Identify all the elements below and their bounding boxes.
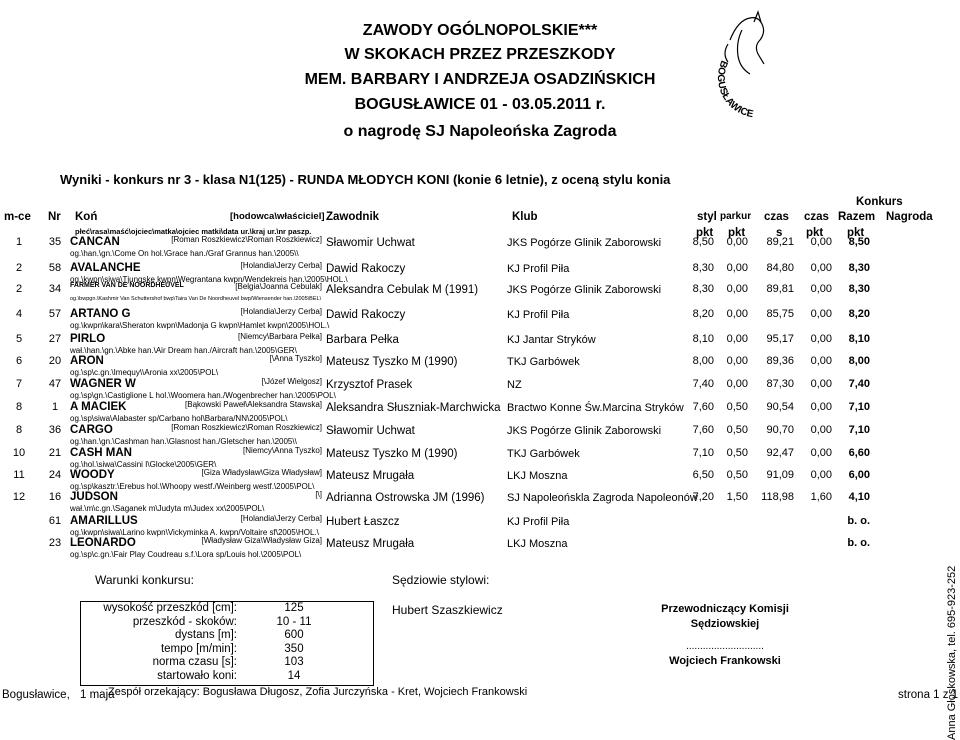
row-parkur: 0,00 xyxy=(726,308,748,320)
condition-label: przeszkód - skoków: xyxy=(132,615,237,628)
row-horse: WOODY xyxy=(70,469,115,481)
row-pedigree: og.\kwpn\kara\Sheraton kwpn\Madonja G kwpn\Hamlet kwpn\2005\HOL.\ xyxy=(70,321,330,330)
footer-place: Bogusławice, xyxy=(2,689,70,701)
row-club: LKJ Moszna xyxy=(507,470,568,482)
row-czas: 89,81 xyxy=(766,283,794,295)
row-parkur: 0,50 xyxy=(726,469,748,481)
row-club: KJ Profil Piła xyxy=(507,309,570,321)
row-owner: [Bąkowski Paweł\Aleksandra Stawska] xyxy=(185,400,322,409)
row-club: KJ Profil Piła xyxy=(507,516,570,528)
row-pedigree: og.\sp\kasztr.\Erebus hol.\Whoopy westf./Weinberg westf.\2005\POL\ xyxy=(70,482,315,491)
row-nr: 27 xyxy=(48,333,62,345)
row-rider: Dawid Rakoczy xyxy=(326,309,406,321)
sedziowie-label: Sędziowie stylowi: xyxy=(392,573,490,587)
header-pkt-1: pkt xyxy=(696,227,714,239)
header-pkt-4: pkt xyxy=(847,227,865,239)
title-line-1: ZAWODY OGÓLNOPOLSKIE*** xyxy=(362,22,598,39)
row-owner: [Roman Roszkiewicz\Roman Roszkiewicz] xyxy=(171,235,322,244)
style-judge: Hubert Szaszkiewicz xyxy=(392,603,503,617)
row-pedigree: og.\bwpgn.\Kashmir Van Schuttershof bwp\Taira Van De Noordheuvel bwp/Wiensender han.\2005\BEL\ xyxy=(70,296,322,302)
row-place: 12 xyxy=(12,491,26,503)
row-club: KJ Jantar Stryków xyxy=(507,334,596,346)
row-club: JKS Pogórze Glinik Zaborowski xyxy=(507,237,662,249)
row-horse: WAGNER W xyxy=(70,378,136,390)
row-czas: 90,54 xyxy=(766,401,794,413)
row-styl: 7,60 xyxy=(692,424,714,436)
row-nr: 1 xyxy=(51,401,59,413)
condition-label: norma czasu [s]: xyxy=(152,656,237,668)
row-pedigree: og.\han.\gn.\Come On hol.\Grace han./Graf Grannus han.\2005\\ xyxy=(70,249,299,258)
row-razem: 6,60 xyxy=(848,447,870,459)
row-parkur: 0,00 xyxy=(726,355,748,367)
row-parkur: 0,00 xyxy=(726,283,748,295)
row-styl: 8,20 xyxy=(692,308,714,320)
row-czas: 87,30 xyxy=(766,378,794,390)
row-czas-pkt: 0,00 xyxy=(810,283,832,295)
condition-label: wysokość przeszkód [cm]: xyxy=(103,602,237,614)
row-styl: 7,20 xyxy=(692,491,714,503)
header-s: s xyxy=(776,227,783,239)
row-club: TKJ Garbówek xyxy=(507,356,580,368)
row-czas-pkt: 1,60 xyxy=(810,491,832,503)
row-czas-pkt: 0,00 xyxy=(810,333,832,345)
row-pedigree: og.\sp\c.gn.\Imequy\\Aronia xx\2005\POL\ xyxy=(70,368,219,377)
logo-text: BOGUSŁAWICE xyxy=(714,58,755,121)
row-rider: Hubert Łaszcz xyxy=(326,516,400,528)
row-czas-pkt: 0,00 xyxy=(810,262,832,274)
row-czas: 85,75 xyxy=(766,308,794,320)
row-razem: 4,10 xyxy=(848,491,870,503)
condition-value: 10 - 11 xyxy=(276,615,312,628)
row-parkur: 0,00 xyxy=(726,236,748,248)
header-parkur: parkur xyxy=(720,211,752,222)
row-razem: 8,00 xyxy=(848,355,870,367)
row-pedigree: og.\sp\gn.\Castiglione L hol.\Woomera han./Wogenbrecher han.\2005\POL\ xyxy=(70,391,336,400)
row-czas-pkt: 0,00 xyxy=(810,378,832,390)
row-czas: 89,21 xyxy=(766,236,794,248)
row-parkur: 0,00 xyxy=(726,378,748,390)
row-parkur: 0,50 xyxy=(726,447,748,459)
row-czas: 92,47 xyxy=(766,447,794,459)
row-razem: b. o. xyxy=(847,515,870,527)
row-place: 2 xyxy=(15,262,23,274)
row-club: JKS Pogórze Glinik Zaborowski xyxy=(507,284,662,296)
row-razem: 8,50 xyxy=(848,236,870,248)
row-razem: 7,10 xyxy=(848,424,870,436)
row-horse: FARMER VAN DE NOORDHEUVEL xyxy=(70,282,184,289)
row-owner: [Władysław Giza\Władysław Giza] xyxy=(201,536,322,545)
svg-text:BOGUSŁAWICE xyxy=(715,59,755,120)
row-nr: 35 xyxy=(48,236,62,248)
row-rider: Mateusz Mrugała xyxy=(326,470,415,482)
header-konkurs: Konkurs xyxy=(856,196,903,208)
row-club: NZ xyxy=(507,379,522,391)
header-kon: Koń xyxy=(75,211,98,223)
condition-value: 600 xyxy=(284,629,304,641)
row-parkur: 0,50 xyxy=(726,401,748,413)
title-line-3: MEM. BARBARY I ANDRZEJA OSADZIŃSKICH xyxy=(304,71,656,88)
row-pedigree: og.\sp\siwa\Alabaster sp/Carbano hol\Barbara/NN\2005\POL\ xyxy=(70,414,288,423)
header-zawodnik: Zawodnik xyxy=(326,211,380,223)
row-owner: [Giza Władysław\Giza Władysław] xyxy=(201,468,322,477)
row-owner: [\Anna Tyszko] xyxy=(269,354,322,363)
title-line-2: W SKOKACH PRZEZ PRZESZKODY xyxy=(344,46,616,63)
row-club: TKJ Garbówek xyxy=(507,448,580,460)
row-owner: [Niemcy\Barbara Pełka] xyxy=(237,332,322,341)
row-rider: Mateusz Mrugała xyxy=(326,538,415,550)
row-nr: 16 xyxy=(48,491,62,503)
row-rider: Barbara Pełka xyxy=(326,334,399,346)
row-czas-pkt: 0,00 xyxy=(810,236,832,248)
row-styl: 7,10 xyxy=(692,447,714,459)
row-styl: 8,30 xyxy=(692,262,714,274)
header-styl: styl xyxy=(697,211,717,223)
row-nr: 34 xyxy=(48,283,62,295)
row-owner: [Roman Roszkiewicz\Roman Roszkiewicz] xyxy=(171,423,322,432)
row-horse: CARGO xyxy=(70,424,113,436)
footer-team: Zespół orzekający: Bogusława Długosz, Zofia Jurczyńska - Kret, Wojciech Frankowski xyxy=(108,686,528,698)
row-razem: 6,00 xyxy=(848,469,870,481)
row-horse: ARTANO G xyxy=(70,308,131,320)
row-styl: 7,60 xyxy=(692,401,714,413)
row-pedigree: og.\kwpn\siwa\Larino kwpn\Vickyminka A. kwpn/Voltaire sf\2005\HOL.\ xyxy=(70,528,319,537)
row-styl: 8,30 xyxy=(692,283,714,295)
header-nagroda: Nagroda xyxy=(886,211,933,223)
row-horse: ARON xyxy=(70,355,104,367)
row-pedigree: og.\han.\gn.\Cashman han.\Glasnost han./Gletscher han.\2005\\ xyxy=(70,437,297,446)
komisja-title-2: Sędziowskiej xyxy=(690,618,760,630)
condition-label: startowało koni: xyxy=(157,669,237,682)
row-czas-pkt: 0,00 xyxy=(810,469,832,481)
row-horse: PIRLO xyxy=(70,333,106,345)
footer-date: 1 maja xyxy=(80,689,115,701)
row-nr: 21 xyxy=(48,447,62,459)
row-czas: 90,70 xyxy=(766,424,794,436)
row-horse: LEONARDO xyxy=(70,537,136,549)
row-horse: CASH MAN xyxy=(70,447,132,459)
row-owner: [Holandia\Jerzy Cerba] xyxy=(240,514,322,523)
row-pedigree: wał.\m\c.gn.\Saganek m\Judyta m\Judex xx\2005\POL\ xyxy=(70,504,265,513)
header-mce: m-ce xyxy=(4,211,31,223)
row-czas: 95,17 xyxy=(766,333,794,345)
row-club: SJ Napoleońskla Zagroda Napoleonów xyxy=(507,492,698,504)
row-owner: [Holandia\Jerzy Cerba] xyxy=(240,261,322,270)
title-line-4: BOGUSŁAWICE 01 - 03.05.2011 r. xyxy=(354,96,606,113)
row-czas-pkt: 0,00 xyxy=(810,355,832,367)
subtitle: Wyniki - konkurs nr 3 - klasa N1(125) - RUNDA MŁODYCH KONI (konie 6 letnie), z oceną stylu konia xyxy=(60,172,671,187)
row-rider: Aleksandra Słuszniak-Marchwicka xyxy=(326,402,501,414)
komisja-title-1: Przewodniczący Komisji xyxy=(661,603,789,615)
condition-value: 125 xyxy=(284,602,304,614)
row-styl: 8,00 xyxy=(692,355,714,367)
row-styl: 8,50 xyxy=(692,236,714,248)
row-razem: 8,10 xyxy=(848,333,870,345)
warunki-label: Warunki konkursu: xyxy=(95,573,194,587)
side-contact: Anna Głoskowska, tel. 695-923-252 xyxy=(946,565,958,740)
row-owner: [\Józef Wielgosz] xyxy=(261,377,322,386)
row-czas: 89,36 xyxy=(766,355,794,367)
row-place: 11 xyxy=(13,469,25,481)
condition-value: 14 xyxy=(287,669,301,682)
condition-value: 350 xyxy=(284,642,304,655)
header-pkt-3: pkt xyxy=(806,227,824,239)
row-owner: [Holandia\Jerzy Cerba] xyxy=(240,307,322,316)
header-klub: Klub xyxy=(512,211,538,223)
header-pkt-2: pkt xyxy=(728,227,746,239)
row-rider: Adrianna Ostrowska JM (1996) xyxy=(326,492,485,504)
row-horse: AVALANCHE xyxy=(70,262,141,274)
condition-value: 103 xyxy=(284,656,304,668)
row-rider: Dawid Rakoczy xyxy=(326,263,406,275)
row-rider: Aleksandra Cebulak M (1991) xyxy=(326,284,479,296)
row-place: 2 xyxy=(15,283,23,295)
row-styl: 8,10 xyxy=(692,333,714,345)
row-owner: [Niemcy\Anna Tyszko] xyxy=(243,446,322,455)
row-place: 5 xyxy=(15,333,23,345)
row-pedigree: og.\sp\c.gn.\Fair Play Coudreau s.f.\Lora sp/Louis hol.\2005\POL\ xyxy=(70,550,302,559)
header-czas-2: czas xyxy=(804,211,829,223)
row-nr: 36 xyxy=(48,424,62,436)
row-rider: Sławomir Uchwat xyxy=(326,237,415,249)
row-place: 8 xyxy=(15,424,23,436)
row-czas: 118,98 xyxy=(761,491,794,503)
row-club: KJ Profil Piła xyxy=(507,263,570,275)
row-nr: 20 xyxy=(48,355,62,367)
row-razem: 8,30 xyxy=(848,262,870,274)
row-pedigree: og.\hol.\siwa\Cassini I\Glocke\2005\GER\ xyxy=(70,460,217,469)
header-nr: Nr xyxy=(48,211,61,223)
row-parkur: 1,50 xyxy=(726,491,748,503)
signature-dots: ............................ xyxy=(686,641,764,652)
row-parkur: 0,50 xyxy=(726,424,748,436)
row-club: JKS Pogórze Glinik Zaborowski xyxy=(507,425,662,437)
row-owner: [\] xyxy=(315,490,322,499)
row-rider: Sławomir Uchwat xyxy=(326,425,415,437)
row-nr: 23 xyxy=(48,537,62,549)
row-razem: 8,30 xyxy=(848,283,870,295)
condition-label: dystans [m]: xyxy=(175,629,237,641)
row-styl: 6,50 xyxy=(692,469,714,481)
row-rider: Krzysztof Prasek xyxy=(326,379,413,391)
row-place: 4 xyxy=(15,308,23,320)
row-place: 6 xyxy=(15,355,23,367)
row-razem: b. o. xyxy=(847,537,870,549)
footer-page: strona 1 z 1 xyxy=(898,689,959,701)
header-owner: [hodowca\właściciel] xyxy=(230,211,325,222)
row-styl: 7,40 xyxy=(692,378,714,390)
row-nr: 47 xyxy=(48,378,62,390)
row-pedigree: wał.\han.\gn.\Abke han.\Air Dream han./Aircraft han.\2005\GER\ xyxy=(70,346,297,355)
title-line-5: o nagrodę SJ Napoleońska Zagroda xyxy=(343,123,617,140)
row-parkur: 0,00 xyxy=(726,333,748,345)
row-czas-pkt: 0,00 xyxy=(810,447,832,459)
row-owner: [Belgia\Joanna Cebulak] xyxy=(235,282,322,291)
row-club: Bractwo Konne Św.Marcina Stryków xyxy=(507,402,684,414)
row-place: 10 xyxy=(12,447,26,459)
row-horse: JUDSON xyxy=(70,491,118,503)
row-razem: 7,10 xyxy=(848,401,870,413)
row-rider: Mateusz Tyszko M (1990) xyxy=(326,356,458,368)
chairman-name: Wojciech Frankowski xyxy=(669,655,781,667)
row-club: LKJ Moszna xyxy=(507,538,568,550)
row-czas: 91,09 xyxy=(766,469,794,481)
row-rider: Mateusz Tyszko M (1990) xyxy=(326,448,458,460)
row-nr: 57 xyxy=(48,308,62,320)
row-horse: AMARILLUS xyxy=(70,515,138,527)
row-place: 1 xyxy=(15,236,23,248)
row-nr: 24 xyxy=(48,469,62,481)
row-place: 7 xyxy=(15,378,23,390)
row-nr: 58 xyxy=(48,262,62,274)
row-pedigree: og.\kwpn\siwa\Tjungske kwpn\Wegrantana kwpn/Wendekreis han.\2005\HOL.\ xyxy=(70,275,348,284)
row-place: 8 xyxy=(15,401,23,413)
header-pedigree: płeć\rasa\maść\ojciec\matka\ojciec matki\data ur.\kraj ur.\nr paszp. xyxy=(75,227,312,236)
club-logo xyxy=(710,0,800,135)
row-czas: 84,80 xyxy=(766,262,794,274)
row-horse: CANCAN xyxy=(70,236,120,248)
row-razem: 8,20 xyxy=(848,308,870,320)
row-nr: 61 xyxy=(48,515,62,527)
header-czas-1: czas xyxy=(764,211,789,223)
row-razem: 7,40 xyxy=(848,378,870,390)
row-czas-pkt: 0,00 xyxy=(810,401,832,413)
header-razem: Razem xyxy=(838,211,876,223)
row-czas-pkt: 0,00 xyxy=(810,424,832,436)
row-parkur: 0,00 xyxy=(726,262,748,274)
row-horse: A MACIEK xyxy=(70,401,127,413)
condition-label: tempo [m/min]: xyxy=(160,642,237,655)
row-czas-pkt: 0,00 xyxy=(810,308,832,320)
